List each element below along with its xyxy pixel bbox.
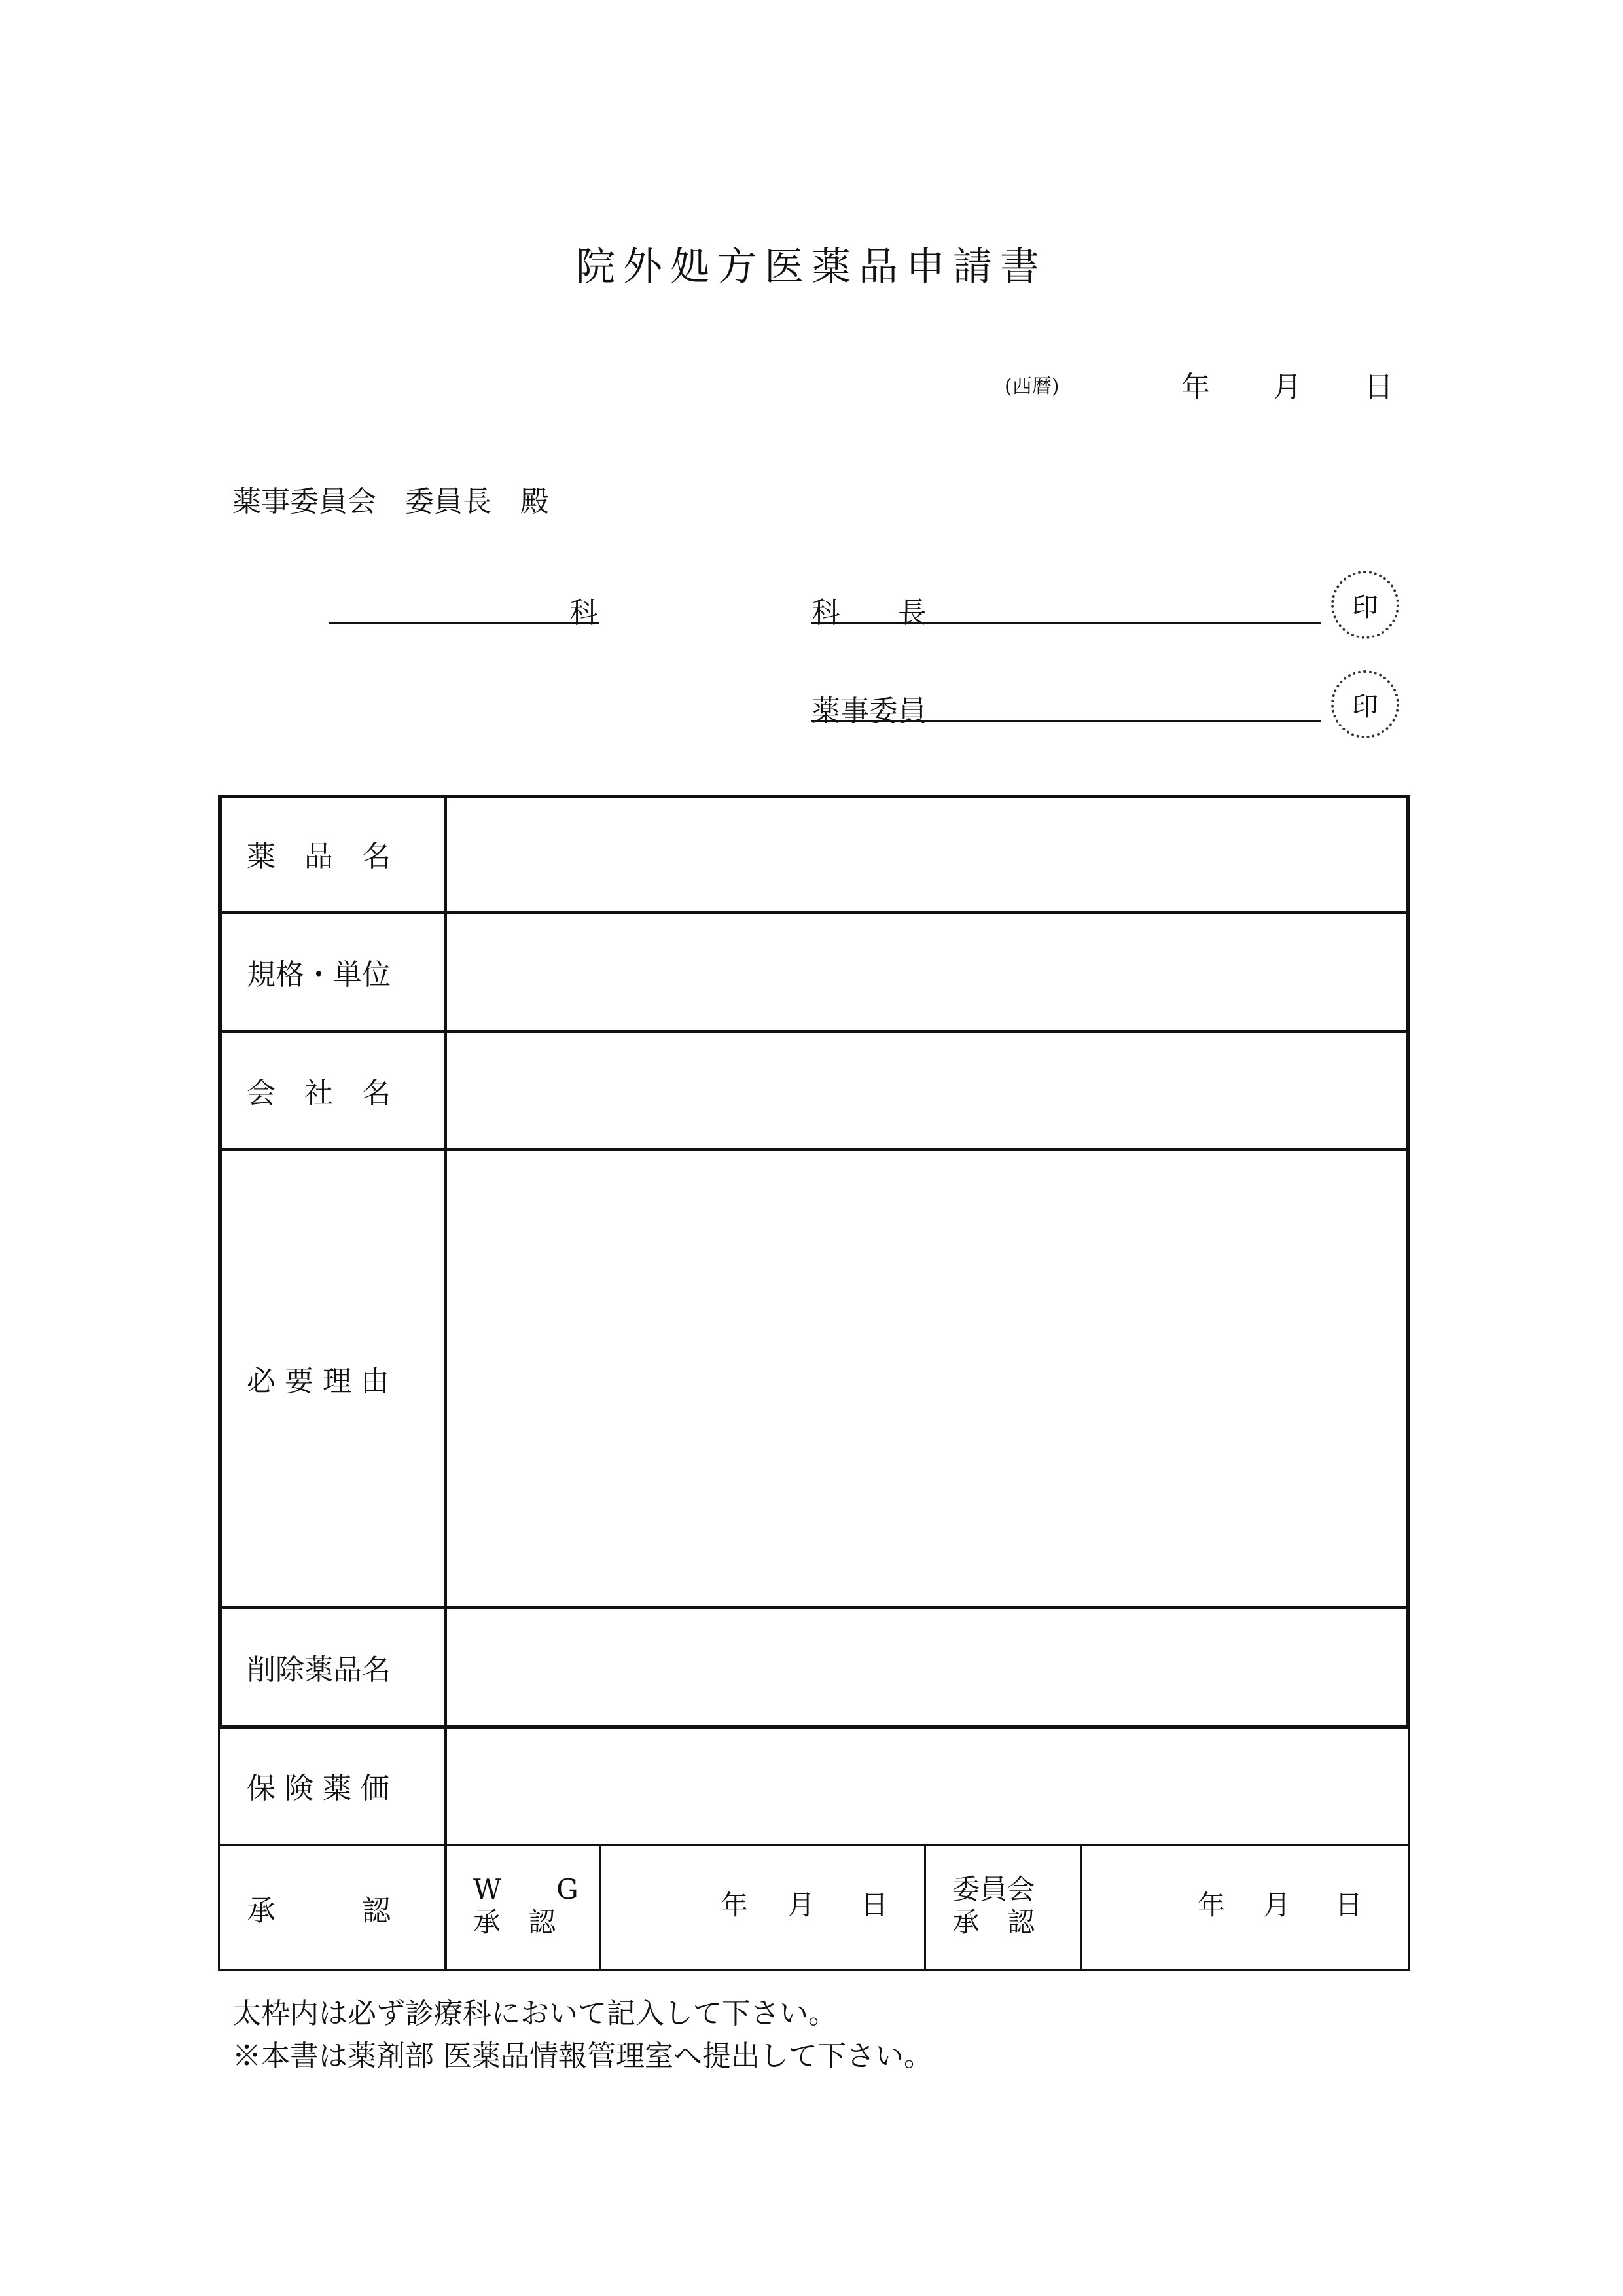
row-approval (218, 1844, 1410, 1971)
seal-label: 印 (1352, 592, 1378, 622)
drug-name-field[interactable] (446, 795, 1410, 912)
table-border-left (218, 1727, 220, 1971)
row-drug-name (218, 795, 1410, 912)
row-reason (218, 1149, 1410, 1607)
date-month-label: 月 (1273, 370, 1302, 404)
wg-date-year: 年 (721, 1889, 749, 1921)
note-line-1: 太枠内は必ず診療科において記入して下さい。 (232, 1997, 837, 2030)
table-rule (218, 1844, 1410, 1846)
wg-approval-line2: 承 認 (473, 1906, 556, 1938)
application-form (218, 795, 1410, 1971)
table-rule (218, 911, 1410, 914)
note-line-2: ※本書は薬剤部 医薬品情報管理室へ提出して下さい。 (232, 2039, 933, 2073)
table-border-top (218, 795, 1410, 798)
insurance-price-field[interactable] (446, 1727, 1410, 1844)
table-border-bottom (218, 1969, 1410, 1971)
committee-approval-line2: 承 認 (952, 1906, 1035, 1938)
row-label: 削除薬品名 (247, 1653, 391, 1687)
document-title: 院外処方医薬品申請書 (576, 244, 1047, 290)
era-label: (西暦) (1005, 375, 1060, 398)
company-field[interactable] (446, 1031, 1410, 1149)
approval-label: 承 認 (247, 1894, 391, 1928)
table-divider (444, 795, 447, 1971)
committee-date-month: 月 (1263, 1889, 1291, 1921)
table-divider (599, 1844, 601, 1971)
date-day-label: 日 (1364, 370, 1393, 404)
wg-approval-line1: W G (473, 1873, 579, 1905)
addressee: 薬事委員会 委員長 殿 (232, 485, 549, 518)
member-seal (1331, 670, 1399, 738)
table-divider (924, 1844, 926, 1971)
table-border-right (1408, 1727, 1410, 1971)
chief-seal (1331, 571, 1399, 639)
table-rule (218, 1725, 1410, 1729)
row-label: 規格・単位 (247, 958, 391, 992)
spec-unit-field[interactable] (446, 912, 1410, 1031)
row-label: 会 社 名 (247, 1077, 391, 1110)
row-deleted-drug (218, 1607, 1410, 1727)
row-label: 必 要 理 由 (247, 1365, 389, 1398)
table-border-right (1406, 795, 1410, 1729)
department-suffix: 科 (569, 596, 598, 630)
table-rule (218, 1148, 1410, 1151)
reason-field[interactable] (446, 1149, 1410, 1607)
wg-date-month: 月 (787, 1889, 815, 1921)
deleted-drug-field[interactable] (446, 1607, 1410, 1727)
row-label: 保 険 薬 価 (247, 1772, 389, 1805)
row-label: 薬 品 名 (247, 840, 391, 873)
table-divider (1080, 1844, 1082, 1971)
wg-date-day: 日 (861, 1889, 889, 1921)
chief-name-field[interactable] (812, 622, 1321, 624)
table-rule (218, 1606, 1410, 1609)
date-year-label: 年 (1181, 370, 1210, 404)
seal-label: 印 (1352, 691, 1378, 722)
member-name-field[interactable] (812, 720, 1321, 722)
committee-date-day: 日 (1335, 1889, 1363, 1921)
committee-date-year: 年 (1198, 1889, 1226, 1921)
table-rule (218, 1030, 1410, 1033)
department-field[interactable] (329, 622, 599, 624)
row-spec-unit (218, 912, 1410, 1031)
row-company (218, 1031, 1410, 1149)
member-label: 薬事委員 (812, 694, 927, 728)
row-insurance-price (218, 1727, 1410, 1844)
table-border-left (218, 795, 222, 1729)
committee-approval-line1: 委員会 (952, 1873, 1035, 1905)
chief-label: 科 長 (812, 596, 927, 630)
